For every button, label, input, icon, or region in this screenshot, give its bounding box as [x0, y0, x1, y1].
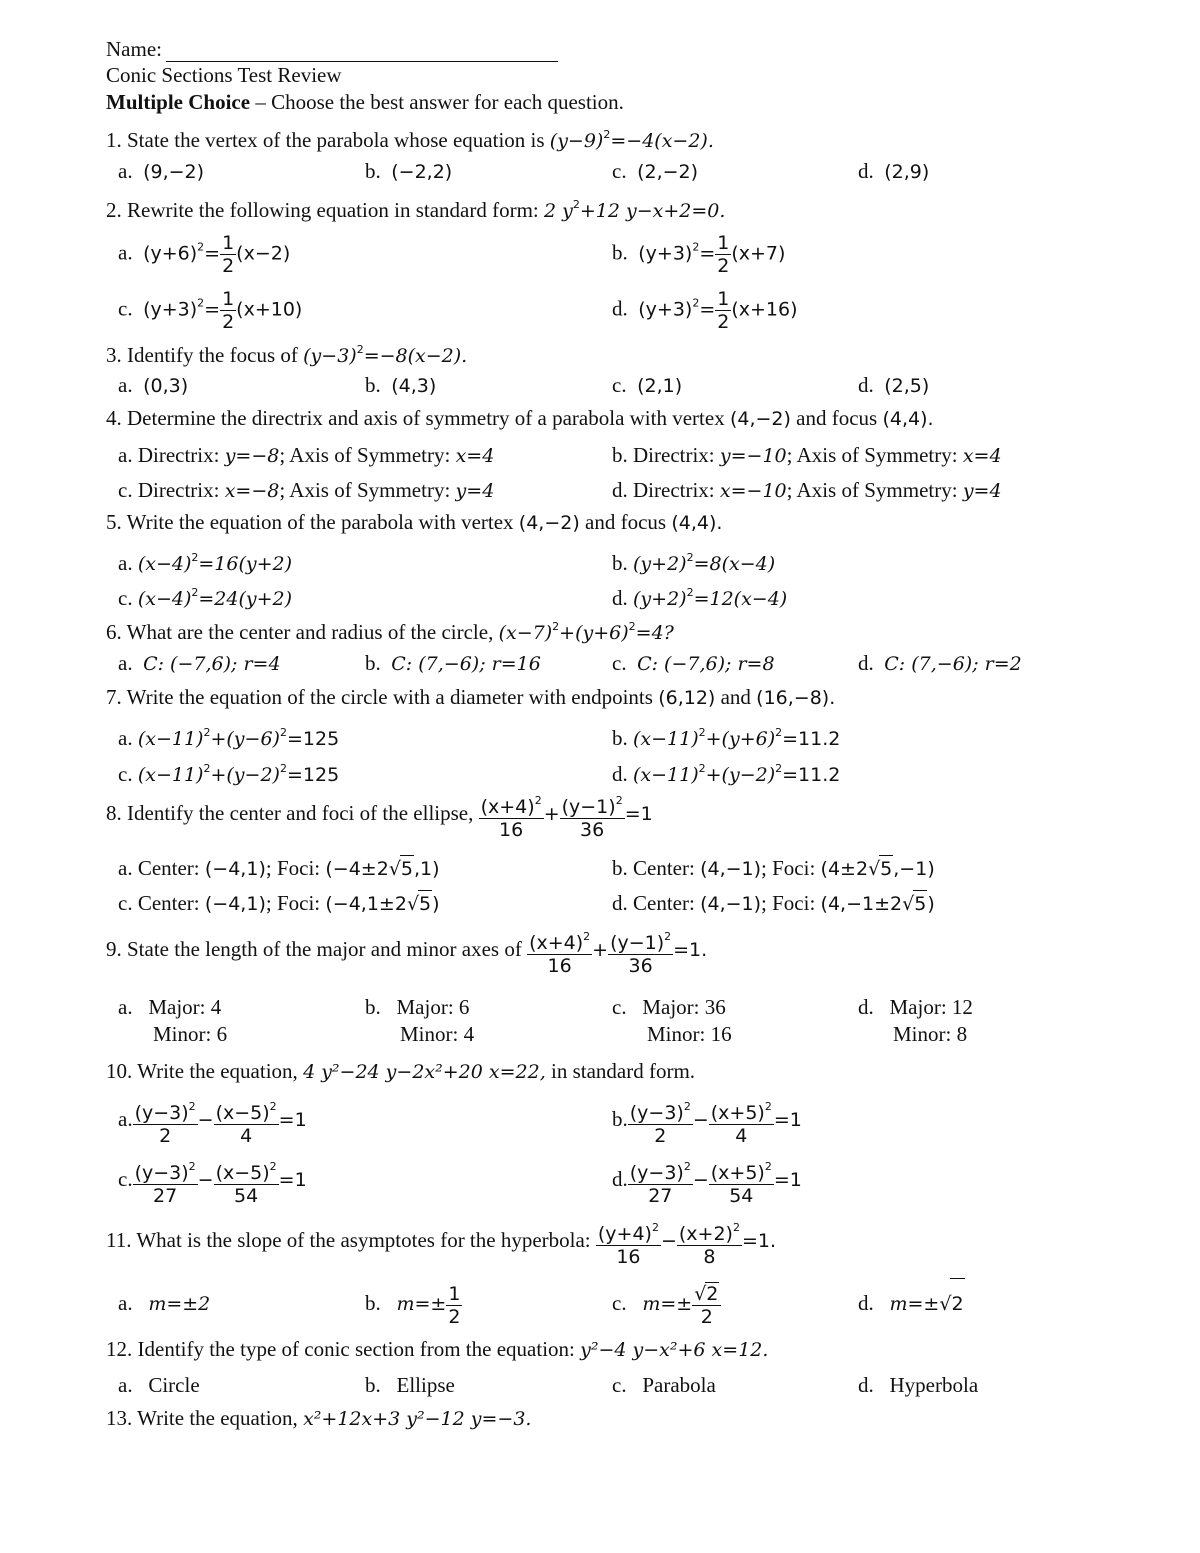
q9-option-a[interactable]: a. Major: 4 Minor: 6	[118, 995, 228, 1046]
q11-option-a[interactable]: a. m=±2	[118, 1291, 211, 1315]
q8-option-d[interactable]: d. Center: (4,−1); Foci: (4,−1±2√5)	[612, 891, 935, 915]
q5-option-c[interactable]: c. $(x-4)^2=24(y+2)$	[118, 586, 293, 610]
mc-label: Multiple Choice	[106, 90, 251, 114]
q1-option-c[interactable]: c. (2,−2)	[612, 159, 699, 183]
q4-option-a[interactable]: a. Directrix: y=−8; Axis of Symmetry: x=4	[118, 443, 495, 467]
q9-option-c[interactable]: c. Major: 36 Minor: 16	[612, 995, 732, 1046]
question-7: 7. Write the equation of the circle with a diameter with endpoints (6,12) and (16,−8).	[106, 685, 836, 709]
question-8: 8. Identify the center and foci of the ellipse, $\frac{(x+4)^2}{16}$ + $\frac{(y-1)^2}{36}$ =1	[106, 788, 653, 841]
q10-option-a[interactable]: a. $\frac{(y-3)^2}{2}$ − $\frac{(x-5)^2}{4}$ =1	[118, 1094, 307, 1147]
q12-option-a[interactable]: a. Circle	[118, 1373, 200, 1397]
question-10: 10. Write the equation, 4 y²−24 y−2x²+20 x=22, in standard form.	[106, 1059, 696, 1083]
q10-option-b[interactable]: b. $\frac{(y-3)^2}{2}$ − $\frac{(x+5)^2}{4}$ =1	[612, 1094, 802, 1147]
question-11: 11. What is the slope of the asymptotes for the hyperbola: $\frac{(y+4)^2}{16}$ − $\frac{(x+2)^2}{8}$ =1.	[106, 1215, 776, 1268]
worksheet-title: Conic Sections Test Review	[106, 63, 342, 87]
name-blank[interactable]	[166, 41, 558, 62]
q7-option-d[interactable]: d. $(x-11)^2+(y-2)^2=11.2$	[612, 762, 841, 786]
q6-option-c[interactable]: c. C: (−7,6); r=8	[612, 651, 775, 675]
q11-option-d[interactable]: d. m=±√2	[858, 1278, 965, 1329]
q12-option-d[interactable]: d. Hyperbola	[858, 1373, 979, 1397]
q2-option-b[interactable]: b. $(y+3)^2=$ $\frac{1}{2}$ (x+7)	[612, 232, 786, 277]
q1-option-d[interactable]: d. (2,9)	[858, 159, 930, 183]
q9-option-b[interactable]: b. Major: 6 Minor: 4	[365, 995, 475, 1046]
q6-option-a[interactable]: a. C: (−7,6); r=4	[118, 651, 281, 675]
q2-option-a[interactable]: a. $(y+6)^2=$ $\frac{1}{2}$ (x−2)	[118, 232, 291, 277]
q7-option-c[interactable]: c. $(x-11)^2+(y-2)^2=125$	[118, 762, 340, 786]
question-4: 4. Determine the directrix and axis of symmetry of a parabola with vertex (4,−2) and focus (4,4).	[106, 406, 934, 430]
q1-option-a[interactable]: a. (9,−2)	[118, 159, 205, 183]
question-12: 12. Identify the type of conic section from the equation: y²−4 y−x²+6 x=12.	[106, 1337, 769, 1361]
q8-option-c[interactable]: c. Center: (−4,1); Foci: (−4,1±2√5)	[118, 891, 440, 915]
q12-option-c[interactable]: c. Parabola	[612, 1373, 716, 1397]
q2-option-c[interactable]: c. $(y+3)^2=$ $\frac{1}{2}$ (x+10)	[118, 288, 303, 333]
q12-option-b[interactable]: b. Ellipse	[365, 1373, 455, 1397]
q3-option-d[interactable]: d. (2,5)	[858, 373, 930, 397]
q11-option-c[interactable]: c. m=± $\frac{√2}{2}$	[612, 1278, 721, 1329]
q4-option-d[interactable]: d. Directrix: x=−10; Axis of Symmetry: y=4	[612, 478, 1002, 502]
q8-option-b[interactable]: b. Center: (4,−1); Foci: (4±2√5,−1)	[612, 856, 935, 880]
name-label: Name:	[106, 37, 162, 61]
q11-option-b[interactable]: b. m=± $\frac{1}{2}$	[365, 1282, 461, 1328]
q5-option-d[interactable]: d. $(y+2)^2=12(x-4)$	[612, 586, 788, 610]
name-line	[106, 36, 558, 62]
question-5: 5. Write the equation of the parabola with vertex (4,−2) and focus (4,4).	[106, 510, 723, 534]
q4-option-c[interactable]: c. Directrix: x=−8; Axis of Symmetry: y=4	[118, 478, 495, 502]
question-1: 1. State the vertex of the parabola whose equation is $(y-9)^2=-4(x-2)$.	[106, 128, 714, 152]
q10-option-c[interactable]: c. $\frac{(y-3)^2}{27}$ − $\frac{(x-5)^2}{54}$ =1	[118, 1154, 307, 1207]
q7-option-b[interactable]: b. $(x-11)^2+(y+6)^2=11.2$	[612, 726, 841, 750]
q2-option-d[interactable]: d. $(y+3)^2=$ $\frac{1}{2}$ (x+16)	[612, 288, 798, 333]
q3-option-c[interactable]: c. (2,1)	[612, 373, 683, 397]
q3-option-b[interactable]: b. (4,3)	[365, 373, 437, 397]
q6-option-b[interactable]: b. C: (7,−6); r=16	[365, 651, 541, 675]
q10-option-d[interactable]: d. $\frac{(y-3)^2}{27}$ − $\frac{(x+5)^2}{54}$ =1	[612, 1154, 802, 1207]
q3-option-a[interactable]: a. (0,3)	[118, 373, 189, 397]
q5-option-b[interactable]: b. $(y+2)^2=8(x-4)$	[612, 551, 776, 575]
q7-option-a[interactable]: a. $(x-11)^2+(y-6)^2=125$	[118, 726, 340, 750]
q6-option-d[interactable]: d. C: (7,−6); r=2	[858, 651, 1022, 675]
q8-option-a[interactable]: a. Center: (−4,1); Foci: (−4±2√5,1)	[118, 856, 440, 880]
question-6: 6. What are the center and radius of the circle, $(x-7)^2+(y+6)^2=4$?	[106, 620, 674, 644]
q4-option-b[interactable]: b. Directrix: y=−10; Axis of Symmetry: x=4	[612, 443, 1002, 467]
question-2: 2. Rewrite the following equation in standard form: 2 $y^2+12$ y−x+2=0.	[106, 198, 726, 222]
q1-option-b[interactable]: b. (−2,2)	[365, 159, 453, 183]
q5-option-a[interactable]: a. $(x-4)^2=16(y+2)$	[118, 551, 293, 575]
q9-option-d[interactable]: d. Major: 12 Minor: 8	[858, 995, 973, 1046]
question-13: 13. Write the equation, x²+12x+3 y²−12 y=−3.	[106, 1406, 532, 1430]
section-instructions: Multiple Choice – Choose the best answer for each question.	[106, 90, 624, 114]
question-3: 3. Identify the focus of $(y-3)^2=-8(x-2)$.	[106, 343, 468, 367]
question-9: 9. State the length of the major and minor axes of $\frac{(x+4)^2}{16}$ + $\frac{(y-1)^2}{36}$ =1.	[106, 924, 707, 977]
